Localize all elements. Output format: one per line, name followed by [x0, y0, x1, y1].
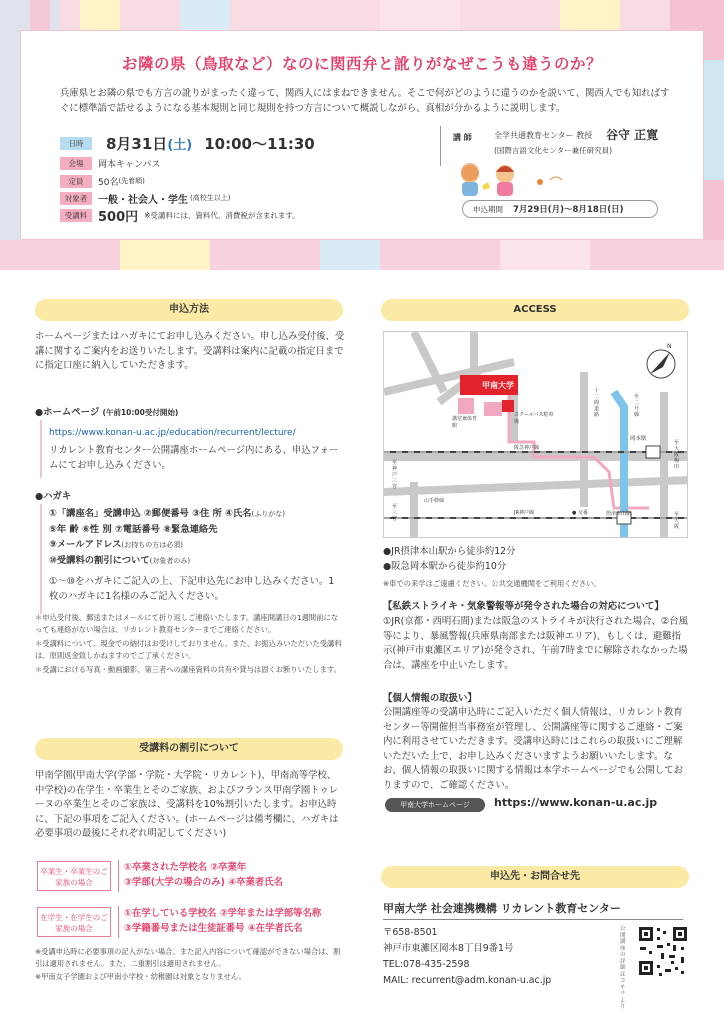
graduate-rule — [118, 860, 119, 892]
car-note: ※車での来学はご遠慮ください。公共交通機関をご利用ください。 — [383, 579, 601, 588]
lecturer-name: 谷守 正寛 — [606, 128, 659, 142]
qr-code-icon[interactable] — [637, 925, 689, 977]
postcard-description: ①～⑩をハガキにご記入の上、下記申込先にお申し込みください。1枚のハガキに1名様のみご記入ください。 — [49, 576, 335, 602]
venue-row — [60, 155, 160, 171]
items-line-3: ⑨メールアドレス — [49, 539, 122, 550]
map-bus-label: スクールバス駐車場 — [514, 412, 554, 425]
capacity-tag: 定員 — [60, 175, 92, 188]
venue-value: 岡本キャンパス — [98, 159, 161, 170]
strike-title: 【私鉄ストライキ・気象警報等が発令された場合の対応について】 — [383, 601, 664, 612]
web-url-link[interactable]: https://www.konan-u.ac.jp/education/recurrent/lecture/ — [49, 428, 296, 438]
map-to-osaka-umeda: 至大阪梅田 — [674, 440, 680, 470]
lecturer-affiliation-2: (国際言語文化センター兼任研究員) — [494, 146, 613, 155]
graduate-items-line-1: ①卒業された学校名 ②卒業年 — [124, 862, 247, 873]
date-dow: (土) — [167, 137, 193, 153]
target-value: 一般・社会人・学生 — [98, 194, 188, 206]
qr-caption: 公開講座の詳細はコチラより — [620, 926, 626, 1010]
student-items-line-2: ③学籍番号または生徒証番号 ④在学者氏名 — [124, 923, 303, 934]
web-rule — [40, 420, 42, 478]
route-jr: ●JR摂津本山駅から徒歩約12分 — [383, 546, 516, 557]
fee-value: 500円 — [98, 209, 139, 225]
student-rule — [118, 906, 119, 938]
target-row — [60, 190, 230, 206]
items-line-2: ⑤年 齢 ⑥性 別 ⑦電話番号 ⑧緊急連絡先 — [49, 524, 218, 535]
contact-rule — [383, 919, 683, 920]
contact-tel: TEL:078-435-2598 — [383, 959, 470, 970]
fee-note: ※受講料には、資料代、消費税が含まれます。 — [144, 210, 300, 220]
period-value: 7月29日(月)～8月18日(日) — [513, 205, 624, 215]
time-value: 10:00～11:30 — [204, 134, 315, 153]
map-to-osaka: 至大阪 — [674, 512, 680, 530]
map-hankyu-label: 阪急神戸線 — [514, 445, 540, 451]
graduate-label: 卒業生・卒業生のご家族の場合 — [37, 861, 111, 891]
student-items-line-1: ①在学している学校名 ②学年または学部等名称 — [124, 908, 322, 919]
homepage-url-link[interactable]: https://www.konan-u.ac.jp — [494, 796, 658, 809]
lecturer-affiliation: 全学共通教育センター 教授 — [494, 131, 593, 140]
application-period — [462, 200, 658, 218]
items-line-4: ⑩受講料の割引について — [49, 555, 150, 566]
capacity-note: (先着順) — [118, 177, 145, 185]
contact-section-title: 申込先・お問合せ先 — [381, 866, 689, 888]
map-ring-road: 山手幹線 — [424, 498, 445, 504]
access-section-title: ACCESS — [381, 299, 689, 321]
discount-note: ※受講申込時に必要事項の記入がない場合、また記入内容について確認ができない場合は、割引は適用されません。また、二重割引は適用されません。 — [35, 947, 341, 968]
kids-illustration — [450, 160, 570, 200]
map-okamoto-station: 岡本駅 — [630, 436, 647, 442]
apply-intro: ホームページまたはハガキにてお申し込みください。申し込み受付後、受講に関するご案内をお送りいたします。受講料は案内に記載の指定日までに指定口座に納入していただきます。 — [35, 331, 345, 371]
apply-note: ＊受講料について、現金での納付はお受けしておりません。また、お振込みいただいた受講料は、原則返金致しかねますのでご了承ください。 — [35, 639, 342, 660]
map-campus-label: 甲南大学 — [482, 381, 514, 390]
capacity-value: 50名 — [98, 177, 119, 188]
strike-body: ①JR(京都・西明石間)または阪急のストライキが決行された場合、②台風等により、暴風警報(兵庫県南部または阪神エリア)、もしくは、避難指示(神戸市東灘区エリア)が発令され、午前7時までに解除されなかった場合は、講座を中止いたします。 — [383, 616, 688, 671]
web-title-text: ●ホームページ — [35, 407, 100, 418]
discount-note: ※甲南女子学園および甲南小学校・幼稚園は対象となりません。 — [35, 972, 246, 981]
event-lead-text: 兵庫県とお隣の県でも方言の訛りがまったく違って、関西人にはまねできません。そこで何がどのように違うのかを説いて、関西人でも知ればすぐに標準語で話せるようになる基本規則と同じ規則を持つ方言について概説しながら、真相が分かるように説明します。 — [60, 88, 670, 114]
postcard-items — [49, 506, 344, 569]
contact-address: 神戸市東灘区岡本8丁目9番1号 — [383, 943, 514, 954]
map-gym-label: 講堂兼体育館 — [452, 416, 478, 429]
web-note: (午前10:00受付開始) — [102, 408, 179, 417]
student-items — [124, 906, 321, 936]
privacy-body: 公開講座等の受講申込時にご記入いただく個人情報は、リカレント教育センター等開催担当事務室が管理し、公開講座等に関するご連絡・ご案内に利用させていただきます。受講申込時にはこれらの取扱いにご理解いただいた上で、お申し込みくださいますようお願いいたします。なお、個人情報の取扱いに関する情報は本学ホームページでも公開しておりますので、ご確認ください。 — [383, 707, 683, 791]
items-line-4-note: (対象者のみ) — [149, 557, 191, 565]
map-settsu-station: 摂津本山駅 — [606, 511, 632, 517]
postcard-title: ●ハガキ — [35, 491, 72, 502]
items-line-1-note: (ふりがな) — [251, 510, 285, 518]
date-row — [60, 133, 315, 153]
privacy-title: 【個人情報の取扱い】 — [383, 693, 477, 704]
route-hankyu: ●阪急岡本駅から徒歩約10分 — [383, 561, 507, 572]
map-koban-label: ● 交番 — [572, 510, 588, 516]
web-title — [35, 404, 178, 418]
web-description: リカレント教育センター公開講座ホームページ内にある、申込フォームにてお申し込みください。 — [49, 445, 339, 471]
map-street-label: 十二間道路 — [594, 388, 600, 418]
contact-zip: 〒658-8501 — [383, 927, 438, 938]
items-line-3-note: (お持ちの方は必須) — [121, 541, 183, 549]
access-map — [383, 331, 688, 538]
fee-row — [60, 207, 300, 223]
discount-section-title: 受講料の割引について — [35, 738, 343, 760]
venue-tag: 会場 — [60, 157, 92, 170]
contact-org: 甲南大学 社会連携機構 リカレント教育センター — [383, 902, 621, 915]
apply-section-title: 申込方法 — [35, 299, 343, 321]
contact-mail[interactable]: MAIL: recurrent@adm.konan-u.ac.jp — [383, 975, 552, 986]
apply-note: ＊受講における写真・動画撮影、第三者への講座資料の共有や貸与は固くお断りいたします。 — [35, 665, 341, 674]
items-line-1: ①「講座名」受講申込 ②郵便番号 ③住 所 ④氏名 — [49, 508, 252, 519]
date-value: 8月31日 — [106, 134, 168, 153]
lecturer-tag: 講 師 — [453, 133, 472, 142]
fee-tag: 受講料 — [60, 209, 92, 222]
apply-notes — [35, 612, 345, 676]
svg-text:N: N — [667, 343, 672, 350]
student-label: 在学生・在学生のご家族の場合 — [37, 907, 111, 937]
graduate-items-line-2: ③学部(大学の場合のみ) ④卒業者氏名 — [124, 877, 283, 888]
target-note: (高校生以上) — [190, 194, 231, 202]
homepage-badge: 甲南大学ホームページ — [385, 798, 485, 812]
target-tag: 対象者 — [60, 192, 92, 205]
date-tag: 日時 — [60, 137, 92, 150]
capacity-row — [60, 173, 145, 189]
map-route3: 至三宮 — [392, 504, 398, 522]
postcard-rule — [40, 504, 42, 614]
discount-notes — [35, 946, 345, 983]
period-tag: 申込期間 — [473, 204, 503, 214]
graduate-items — [124, 860, 283, 890]
event-headline: お隣の県（鳥取など）なのに関西弁と訛りがなぜこうも違うのか？ — [121, 55, 602, 73]
map-route2: 至二号線 — [634, 394, 640, 418]
map-to-kobe: 至神戸三宮 — [392, 460, 398, 490]
map-jr-label: JR神戸線 — [514, 510, 534, 516]
discount-body: 甲南学園(甲南大学(学部・学院・大学院・リカレント)、甲南高等学校、中学校)の在学生・卒業生とそのご家族、およびフランス甲南学園トゥレーヌの卒業生とそのご家族は、受講料を10%割引いたします。お申込時に、下記の事項をご記入ください。(ホームページは備考欄に、ハガキは必要事項の最後にそれぞれ明記してください) — [35, 770, 339, 839]
apply-note: ＊申込受付後、郵送またはメールにて折り返しご連絡いたします。講座開講日の1週間前になっても連絡がない場合は、リカレント教育センターまでご連絡ください。 — [35, 613, 339, 634]
lecturer-divider — [440, 126, 441, 166]
